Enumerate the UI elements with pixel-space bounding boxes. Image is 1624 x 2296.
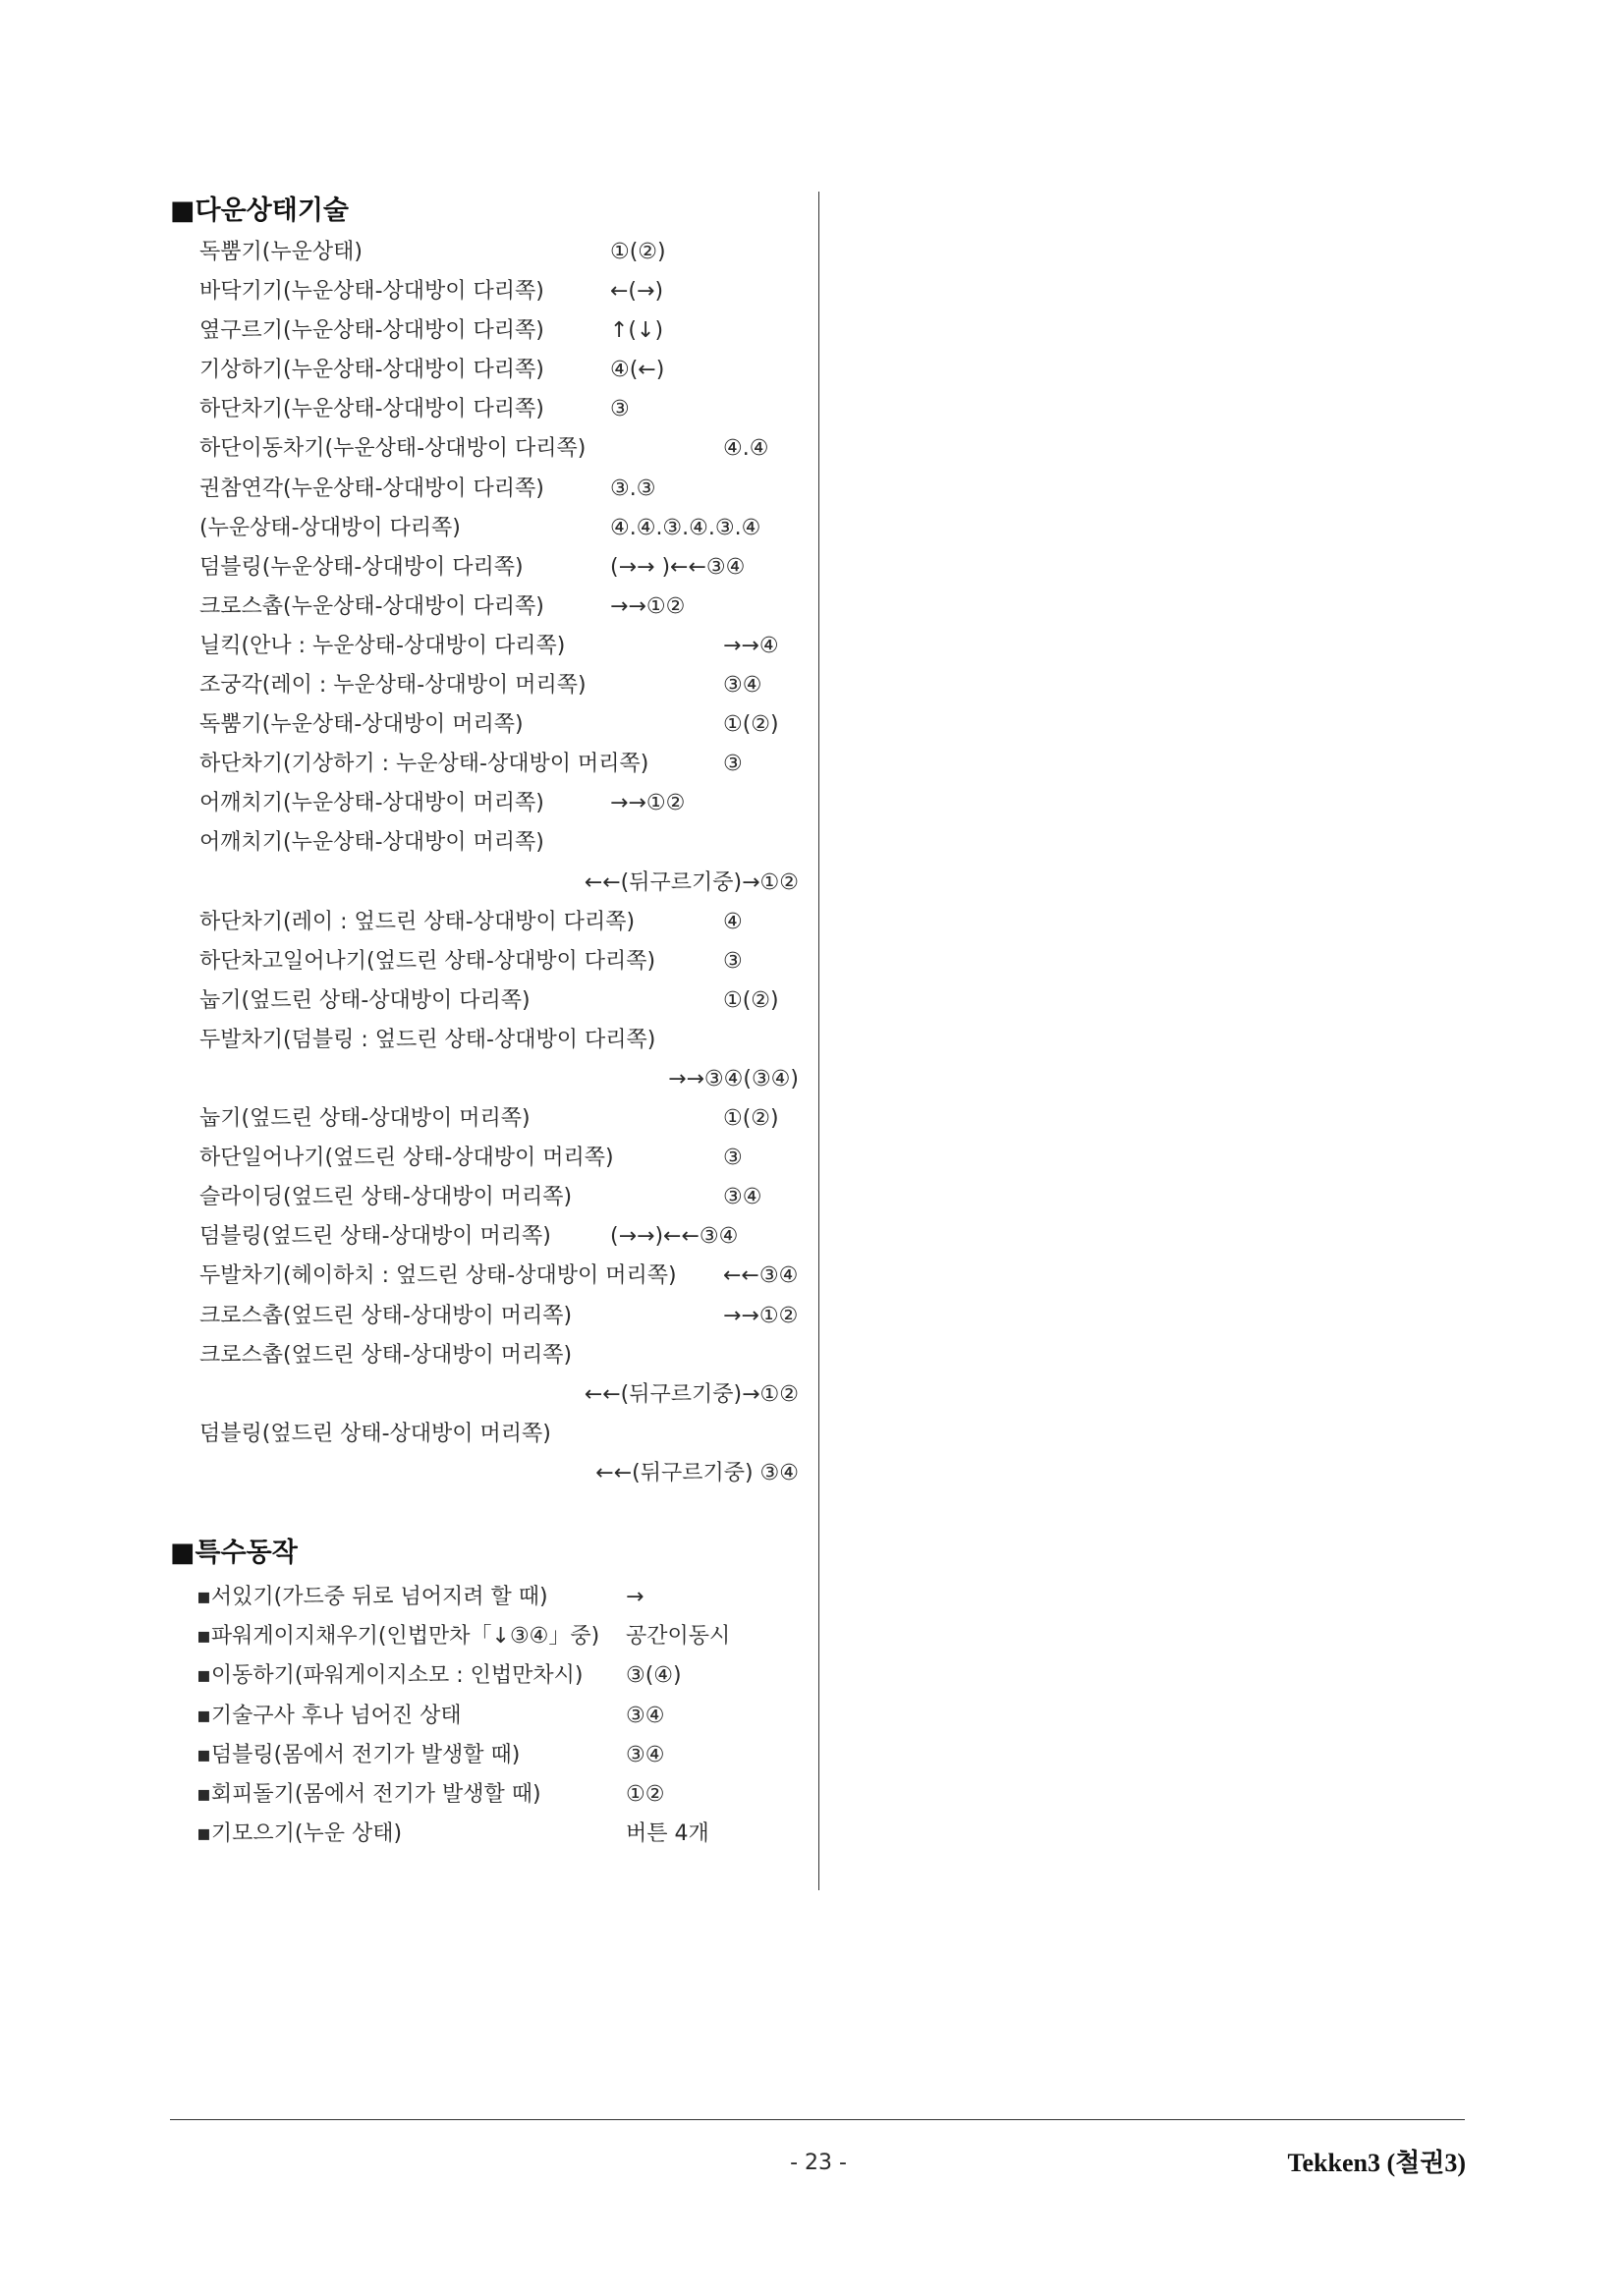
move-name: ▪이동하기(파워게이지소모 : 인법만차시)	[196, 1663, 584, 1689]
move-name: 하단이동차기(누운상태-상대방이 다리쪽)	[199, 436, 587, 462]
move-name: 기상하기(누운상태-상대방이 다리쪽)	[199, 358, 544, 383]
move-command: 버튼 4개	[626, 1821, 709, 1847]
move-command: ↑(↓)	[610, 318, 664, 344]
move-row	[199, 981, 799, 1021]
move-name: 덤블링(엎드린 상태-상대방이 머리쪽)	[199, 1421, 551, 1446]
move-row-continuation	[199, 864, 799, 903]
move-row	[199, 903, 799, 942]
move-name: 두발차기(덤블링 : 엎드린 상태-상대방이 다리쪽)	[199, 1027, 656, 1052]
move-command: →→④	[723, 633, 779, 658]
move-row	[199, 351, 799, 390]
move-command: ①(②)	[610, 240, 666, 264]
move-command: ③(④)	[626, 1663, 682, 1689]
move-row	[199, 1257, 799, 1296]
move-name: 어깨치기(누운상태-상대방이 머리쪽)	[199, 830, 544, 856]
move-row	[196, 1697, 904, 1736]
move-name: 하단차기(레이 : 엎드린 상태-상대방이 다리쪽)	[199, 909, 636, 934]
move-row	[196, 1736, 904, 1775]
move-command: ④(←)	[610, 358, 665, 383]
move-name: ▪회피돌기(몸에서 전기가 발생할 때)	[196, 1781, 541, 1807]
move-command: ④.④.③.④.③.④	[610, 515, 761, 540]
move-row	[199, 548, 799, 588]
move-command: →→①②	[610, 791, 686, 816]
move-command: ④.④	[723, 436, 769, 462]
move-name: 덤블링(엎드린 상태-상대방이 머리쪽)	[199, 1224, 551, 1250]
move-name: ▪서있기(가드중 뒤로 넘어지려 할 때)	[196, 1585, 548, 1609]
move-row	[196, 1617, 904, 1656]
move-row	[199, 627, 799, 666]
move-row	[199, 1217, 799, 1257]
move-command: ③④	[626, 1703, 665, 1728]
move-name: 덤블링(누운상태-상대방이 다리쪽)	[199, 554, 524, 580]
move-row	[196, 1815, 904, 1854]
move-row	[199, 470, 799, 509]
move-name: 하단일어나기(엎드린 상태-상대방이 머리쪽)	[199, 1146, 614, 1171]
move-row	[199, 390, 799, 429]
move-row	[199, 823, 799, 863]
move-name: 조궁각(레이 : 누운상태-상대방이 머리쪽)	[199, 673, 587, 699]
move-command: ←←③④	[723, 1263, 799, 1289]
move-row	[199, 311, 799, 351]
move-name: 두발차기(헤이하치 : 엎드린 상태-상대방이 머리쪽)	[199, 1263, 677, 1289]
move-name: 크로스촙(엎드린 상태-상대방이 머리쪽)	[199, 1342, 573, 1368]
move-row	[199, 942, 799, 981]
move-row	[196, 1775, 904, 1815]
move-command: ④	[723, 909, 743, 934]
footer-document-title: Tekken3 (철권3)	[1287, 2149, 1466, 2177]
special-move-list	[196, 1578, 904, 1854]
move-name: 슬라이딩(엎드린 상태-상대방이 머리쪽)	[199, 1185, 573, 1210]
move-row	[199, 784, 799, 823]
move-row-continuation	[199, 1060, 799, 1099]
move-row	[199, 705, 799, 745]
move-row	[199, 588, 799, 627]
move-name: 어깨치기(누운상태-상대방이 머리쪽)	[199, 791, 544, 816]
move-command: ③④	[723, 673, 762, 699]
move-command: ①②	[626, 1781, 665, 1807]
move-row	[196, 1578, 904, 1617]
move-command: ←(→)	[610, 279, 664, 305]
move-row	[199, 233, 799, 272]
move-command: ①(②)	[723, 987, 779, 1013]
move-command: (→→ )←←③④	[610, 554, 746, 580]
move-command: →	[626, 1585, 644, 1609]
move-name: ▪기모으기(누운 상태)	[196, 1821, 403, 1847]
move-name: 하단차고일어나기(엎드린 상태-상대방이 다리쪽)	[199, 948, 656, 974]
move-command: ③④	[626, 1742, 665, 1767]
move-command: ③	[723, 948, 743, 974]
move-row	[199, 429, 799, 469]
move-row	[199, 1099, 799, 1139]
move-name: 하단차기(기상하기 : 누운상태-상대방이 머리쪽)	[199, 752, 649, 777]
move-command: ③	[723, 1146, 743, 1171]
move-name: 옆구르기(누운상태-상대방이 다리쪽)	[199, 318, 544, 344]
move-name: 하단차기(누운상태-상대방이 다리쪽)	[199, 397, 544, 422]
move-command: ①(②)	[723, 1106, 779, 1132]
move-row	[199, 745, 799, 784]
move-name: 독뿜기(누운상태-상대방이 머리쪽)	[199, 712, 524, 738]
move-name: ▪파워게이지채우기(인법만차「↓③④」중)	[196, 1624, 600, 1650]
move-command: ①(②)	[723, 712, 779, 738]
move-name: 크로스촙(엎드린 상태-상대방이 머리쪽)	[199, 1303, 573, 1328]
move-row	[199, 1139, 799, 1178]
move-row	[199, 509, 799, 548]
move-command: ③	[723, 752, 743, 777]
move-command: ←←(뒤구르기중) ③④	[595, 1460, 799, 1485]
move-command: ←←(뒤구르기중)→①②	[584, 869, 799, 895]
move-name: 권참연각(누운상태-상대방이 다리쪽)	[199, 476, 544, 501]
move-row-continuation	[199, 1375, 799, 1415]
move-row	[199, 272, 799, 311]
move-row	[199, 1021, 799, 1060]
move-row-continuation	[199, 1454, 799, 1493]
move-row	[199, 1415, 799, 1454]
move-row	[199, 1178, 799, 1217]
move-command: (→→)←←③④	[610, 1224, 739, 1250]
move-row	[199, 1336, 799, 1375]
move-command: 공간이동시	[626, 1624, 731, 1650]
move-command: ③④	[723, 1185, 762, 1210]
move-name: 눕기(엎드린 상태-상대방이 다리쪽)	[199, 987, 531, 1013]
move-command: ③	[610, 397, 630, 422]
move-name: 크로스촙(누운상태-상대방이 다리쪽)	[199, 593, 544, 619]
move-name: ▪덤블링(몸에서 전기가 발생할 때)	[196, 1742, 521, 1767]
section-heading-down-state: ■다운상태기술	[170, 196, 350, 226]
move-row	[199, 1297, 799, 1336]
move-row	[196, 1656, 904, 1696]
move-command: →→①②	[723, 1303, 799, 1328]
move-command: →→③④(③④)	[668, 1066, 799, 1092]
section-heading-special-moves: ■특수동작	[170, 1538, 298, 1568]
move-name: (누운상태-상대방이 다리쪽)	[199, 515, 461, 540]
move-command: ③.③	[610, 476, 656, 501]
move-name: ▪기술구사 후나 넘어진 상태	[196, 1703, 462, 1728]
page-number: - 23 -	[790, 2151, 847, 2175]
column-divider	[818, 192, 819, 1890]
move-command: →→①②	[610, 593, 686, 619]
move-row	[199, 666, 799, 705]
move-name: 바닥기기(누운상태-상대방이 다리쪽)	[199, 279, 544, 305]
move-name: 눕기(엎드린 상태-상대방이 머리쪽)	[199, 1106, 531, 1132]
move-name: 독뿜기(누운상태)	[199, 240, 363, 264]
move-name: 닐킥(안나 : 누운상태-상대방이 다리쪽)	[199, 633, 566, 658]
footer-rule	[170, 2119, 1465, 2120]
move-command: ←←(뒤구르기중)→①②	[584, 1381, 799, 1407]
down-state-move-list	[199, 233, 799, 1493]
